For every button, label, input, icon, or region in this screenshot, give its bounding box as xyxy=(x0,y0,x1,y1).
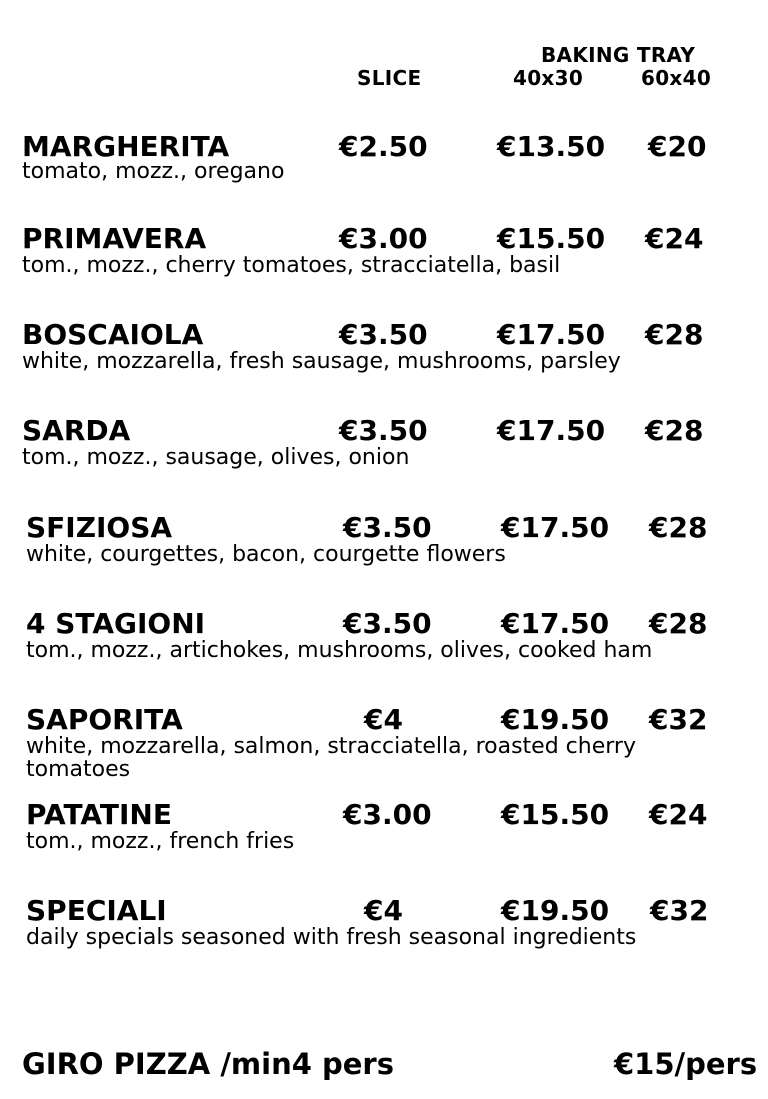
slice-price: €4 xyxy=(364,703,403,736)
tray-40x30-price: €15.50 xyxy=(501,798,610,831)
tray-60x40-price: €28 xyxy=(645,414,704,447)
pizza-ingredients: tom., mozz., cherry tomatoes, stracciatella, basil xyxy=(22,253,561,278)
menu-item xyxy=(0,607,768,677)
tray-60x40-price: €28 xyxy=(645,318,704,351)
menu-item xyxy=(0,318,768,388)
slice-price: €3.00 xyxy=(343,798,432,831)
slice-price: €3.50 xyxy=(339,318,428,351)
tray-40x30-column-header: 40x30 xyxy=(513,66,584,90)
pizza-name: SAPORITA xyxy=(26,703,183,736)
slice-price: €2.50 xyxy=(339,130,428,163)
slice-price: €3.50 xyxy=(343,511,432,544)
slice-column-header: SLICE xyxy=(357,66,422,90)
tray-60x40-price: €28 xyxy=(649,511,708,544)
tray-60x40-price: €24 xyxy=(649,798,708,831)
pizza-ingredients: tomato, mozz., oregano xyxy=(22,159,285,184)
tray-40x30-price: €19.50 xyxy=(501,894,610,927)
pizza-name: SPECIALI xyxy=(26,894,167,927)
pizza-name: 4 STAGIONI xyxy=(26,607,206,640)
pizza-name: MARGHERITA xyxy=(22,130,230,163)
tray-60x40-price: €24 xyxy=(645,222,704,255)
pizza-ingredients: white, mozzarella, fresh sausage, mushrooms, parsley xyxy=(22,349,621,374)
pizza-ingredients: tom., mozz., french fries xyxy=(26,829,295,854)
tray-40x30-price: €15.50 xyxy=(497,222,606,255)
slice-price: €4 xyxy=(364,894,403,927)
slice-price: €3.00 xyxy=(339,222,428,255)
tray-40x30-price: €17.50 xyxy=(497,414,606,447)
pizza-name: PRIMAVERA xyxy=(22,222,207,255)
pizza-name: BOSCAIOLA xyxy=(22,318,204,351)
menu-item xyxy=(0,511,768,581)
giro-pizza-label: GIRO PIZZA /min4 pers xyxy=(22,1047,394,1081)
tray-40x30-price: €17.50 xyxy=(501,607,610,640)
pizza-name: PATATINE xyxy=(26,798,172,831)
pizza-ingredients: tom., mozz., sausage, olives, onion xyxy=(22,445,410,470)
menu-item xyxy=(0,414,768,484)
tray-40x30-price: €19.50 xyxy=(501,703,610,736)
pizza-ingredients: tom., mozz., artichokes, mushrooms, olives, cooked ham xyxy=(26,638,653,663)
pizza-ingredients: white, mozzarella, salmon, stracciatella, roasted cherry tomatoes xyxy=(26,734,636,782)
slice-price: €3.50 xyxy=(339,414,428,447)
menu-item xyxy=(0,798,768,868)
menu-item xyxy=(0,222,768,292)
tray-40x30-price: €17.50 xyxy=(497,318,606,351)
tray-60x40-price: €32 xyxy=(650,894,709,927)
tray-60x40-price: €20 xyxy=(648,130,707,163)
pizza-name: SARDA xyxy=(22,414,131,447)
menu-item xyxy=(0,703,768,782)
tray-60x40-price: €32 xyxy=(649,703,708,736)
menu-item xyxy=(0,894,768,964)
giro-pizza-price: €15/pers xyxy=(614,1047,758,1081)
tray-60x40-column-header: 60x40 xyxy=(641,66,712,90)
pizza-ingredients: daily specials seasoned with fresh seasonal ingredients xyxy=(26,925,637,950)
pizza-name: SFIZIOSA xyxy=(26,511,173,544)
slice-price: €3.50 xyxy=(343,607,432,640)
pizza-ingredients: white, courgettes, bacon, courgette flowers xyxy=(26,542,506,567)
tray-40x30-price: €13.50 xyxy=(497,130,606,163)
menu-item xyxy=(0,130,768,200)
baking-tray-header: BAKING TRAY xyxy=(541,43,696,67)
tray-60x40-price: €28 xyxy=(649,607,708,640)
tray-40x30-price: €17.50 xyxy=(501,511,610,544)
